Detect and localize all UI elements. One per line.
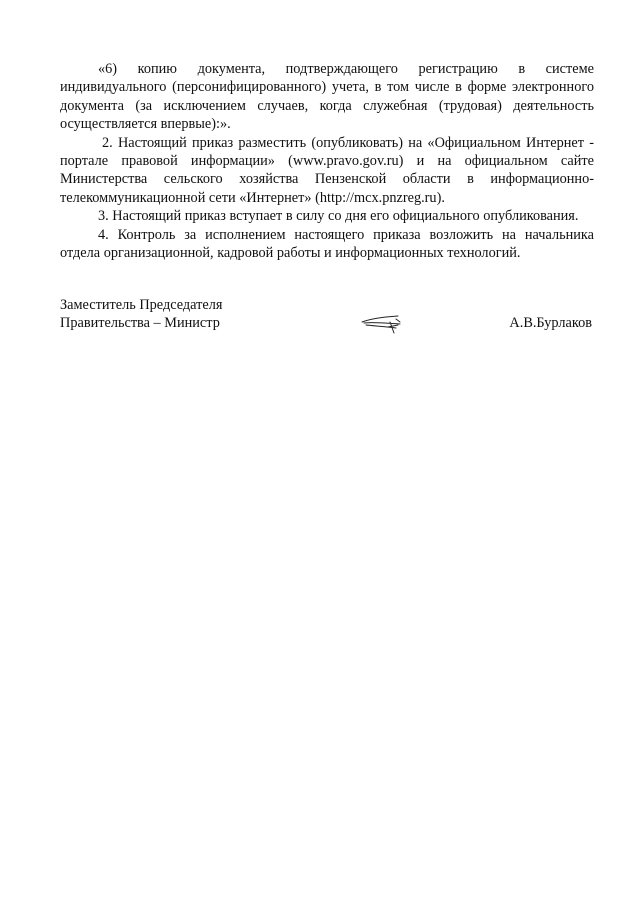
document-body: [60, 60, 594, 262]
paragraph-clause-6: «6) копию документа, подтверждающего регистрацию в системе индивидуального (персонифицированного) учета, в том числе в форме электронного документа (за исключением случаев, когда служебная (трудовая) деятельность осуществляется впервые):».: [60, 61, 594, 133]
signatory-name: А.В.Бурлаков: [509, 315, 592, 331]
paragraph-publication: 2. Настоящий приказ разместить (опубликовать) на «Официальном Интернет - портале правовой информации» (www.pravo.gov.ru) и на официальном сайте Министерства сельского хозяйства Пензенской области в информационно-телекоммуникационной сети «Интернет» (http://mcx.pnzreg.ru).: [60, 134, 594, 206]
paragraph-control: 4. Контроль за исполнением настоящего приказа возложить на начальника отдела организационной, кадровой работы и информационных технологий.: [60, 226, 594, 262]
handwritten-signature: [360, 313, 406, 335]
signatory-title-line2: Правительства – Министр: [60, 315, 220, 331]
signature-block: [60, 296, 594, 336]
paragraph-entry-into-force: 3. Настоящий приказ вступает в силу со дня его официального опубликования.: [98, 208, 579, 225]
signatory-title-line1: Заместитель Председателя: [60, 297, 223, 313]
